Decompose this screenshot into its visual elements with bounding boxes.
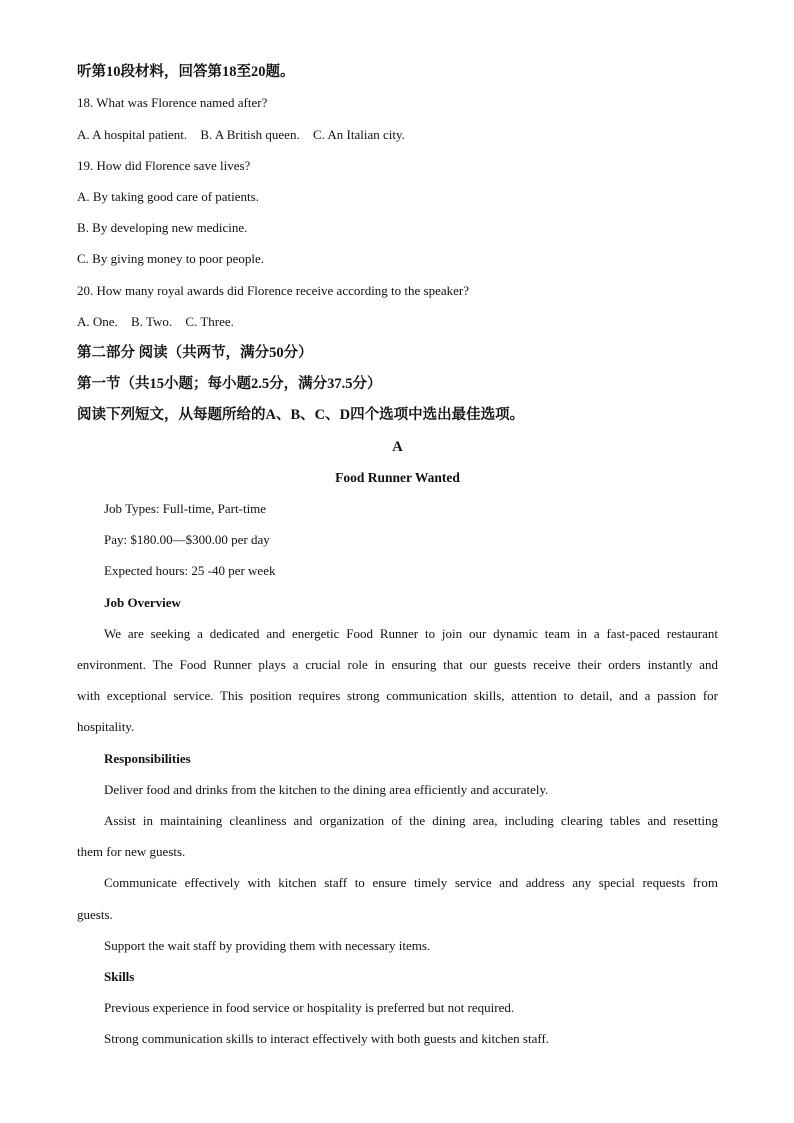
- skills-heading: Skills: [104, 969, 135, 984]
- question-20-stem: 20. How many royal awards did Florence receive according to the speaker?: [77, 283, 470, 298]
- skill-1: Previous experience in food service or hospitality is preferred but not required.: [104, 1000, 515, 1015]
- question-18-option-b: B. A British queen.: [200, 127, 300, 142]
- question-20-options: [77, 313, 718, 331]
- question-18-stem: 18. What was Florence named after?: [77, 95, 268, 110]
- passage-title: Food Runner Wanted: [335, 470, 460, 485]
- listening-section-intro: 听第10段材料，回答第18至20题。: [77, 64, 295, 80]
- overview-line-3: with exceptional service. This position requires strong communication skills, attention to detail, and a passion for: [77, 688, 718, 703]
- question-20-option-b: B. Two.: [131, 314, 173, 329]
- part-two-heading: 第二部分 阅读（共两节，满分50分）: [77, 345, 313, 361]
- question-19-option-b: B. By developing new medicine.: [77, 220, 248, 235]
- question-19-option-a: A. By taking good care of patients.: [77, 189, 259, 204]
- responsibility-3-line-1: Communicate effectively with kitchen staff to ensure timely service and address any special requests from: [104, 875, 718, 890]
- job-overview-heading: Job Overview: [104, 595, 181, 610]
- overview-line-2: environment. The Food Runner plays a crucial role in ensuring that our guests receive their orders instantly and: [77, 657, 718, 672]
- skill-2: Strong communication skills to interact effectively with both guests and kitchen staff.: [104, 1031, 550, 1046]
- question-18-option-c: C. An Italian city.: [312, 127, 405, 142]
- question-18-options: [77, 126, 718, 144]
- question-19-stem: 19. How did Florence save lives?: [77, 158, 251, 173]
- responsibility-3-line-2: guests.: [77, 907, 113, 922]
- responsibility-1: Deliver food and drinks from the kitchen to the dining area efficiently and accurately.: [104, 782, 549, 797]
- expected-hours: Expected hours: 25 -40 per week: [104, 563, 276, 578]
- responsibilities-heading: Responsibilities: [104, 751, 191, 766]
- section-one-heading: 第一节（共15小题；每小题2.5分，满分37.5分）: [77, 376, 382, 392]
- question-20-option-c: C. Three.: [185, 314, 234, 329]
- job-types: Job Types: Full-time, Part-time: [104, 501, 267, 516]
- overview-line-4: hospitality.: [77, 719, 135, 734]
- question-18-option-a: A. A hospital patient.: [77, 127, 188, 142]
- responsibility-2-line-2: them for new guests.: [77, 844, 186, 859]
- job-pay: Pay: $180.00—$300.00 per day: [104, 532, 270, 547]
- passage-label: A: [392, 439, 403, 455]
- reading-instruction: 阅读下列短文，从每题所给的A、B、C、D四个选项中选出最佳选项。: [77, 407, 525, 423]
- question-19-option-c: C. By giving money to poor people.: [77, 251, 265, 266]
- responsibility-4: Support the wait staff by providing them with necessary items.: [104, 938, 431, 953]
- overview-line-1: We are seeking a dedicated and energetic Food Runner to join our dynamic team in a fast-paced restaurant: [104, 626, 718, 641]
- responsibility-2-line-1: Assist in maintaining cleanliness and organization of the dining area, including clearing tables and resetting: [104, 813, 718, 828]
- question-20-option-a: A. One.: [77, 314, 118, 329]
